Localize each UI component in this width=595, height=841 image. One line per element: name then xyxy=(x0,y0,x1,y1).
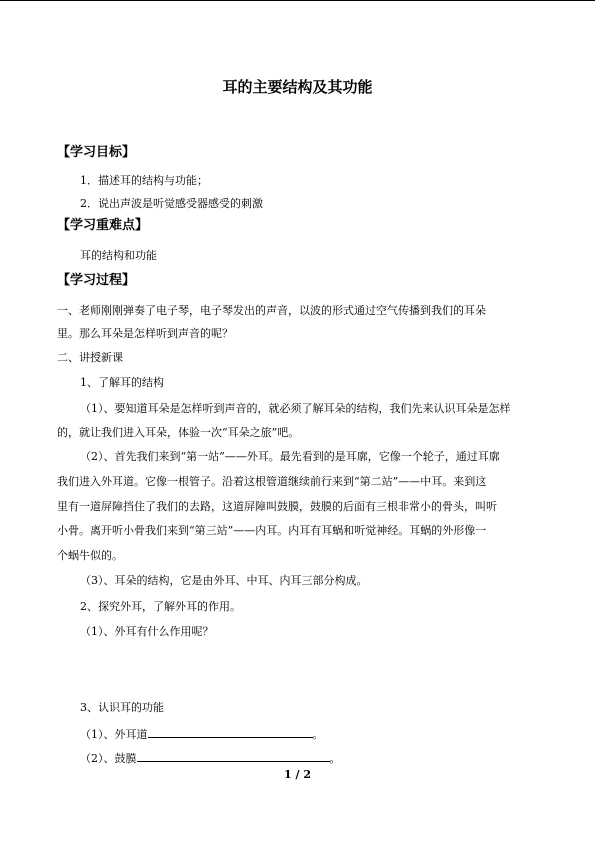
key-points-text: 耳的结构和功能 xyxy=(80,249,157,262)
structure-subheading: 1、了解耳的结构 xyxy=(80,376,164,389)
top-rule xyxy=(0,0,595,1)
intro-paragraph-line-1: 一、老师刚刚弹奏了电子琴，电子琴发出的声音，以波的形式通过空气传播到我们的耳朵 xyxy=(57,304,486,317)
structure-para-1-line-2: 的，就让我们进入耳朵，体验一次“耳朵之旅”吧。 xyxy=(57,426,300,439)
page-title: 耳的主要结构及其功能 xyxy=(222,78,373,96)
structure-para-2-line-2: 我们进入外耳道。它像一根管子。沿着这根管道继续前行来到“第二站”——中耳。来到这 xyxy=(57,475,487,488)
key-points-heading: 【学习重难点】 xyxy=(57,218,149,233)
eardrum-answer-blank[interactable] xyxy=(137,751,330,762)
function-subheading: 3、认识耳的功能 xyxy=(80,701,164,714)
structure-para-2-line-4: 小骨。离开听小骨我们来到“第三站”——内耳。内耳有耳蜗和听觉神经。耳蜗的外形像一 xyxy=(57,524,487,537)
eardrum-end: 。 xyxy=(329,752,341,765)
structure-para-2-line-3: 里有一道屏障挡住了我们的去路，这道屏障叫鼓膜，鼓膜的后面有三根非常小的骨头，叫听 xyxy=(57,500,497,513)
structure-para-1-line-1: （1）、要知道耳朵是怎样听到声音的，就必须了解耳朵的结构，我们先来认识耳朵是怎样 xyxy=(80,402,511,415)
objective-item-1: 1．描述耳的结构与功能； xyxy=(80,174,208,187)
page-number: 1 / 2 xyxy=(284,768,311,781)
structure-para-2-line-5: 个蜗牛似的。 xyxy=(57,549,123,562)
structure-para-2-line-1: （2）、首先我们来到“第一站”——外耳。最先看到的是耳廓，它像一个轮子，通过耳廓 xyxy=(80,450,500,463)
structure-para-3: （3）、耳朵的结构，它是由外耳、中耳、内耳三部分构成。 xyxy=(80,574,368,587)
intro-paragraph-line-2: 里。那么耳朵是怎样听到声音的呢？ xyxy=(57,327,233,340)
ear-canal-end: 。 xyxy=(312,728,324,741)
objectives-heading: 【学习目标】 xyxy=(57,145,136,160)
objective-item-2: 2．说出声波是听觉感受器感受的刺激 xyxy=(80,197,263,210)
outer-ear-question: （1）、外耳有什么作用呢？ xyxy=(80,625,214,638)
ear-canal-answer-blank[interactable] xyxy=(148,727,313,738)
outer-ear-subheading: 2、探究外耳，了解外耳的作用。 xyxy=(80,600,241,613)
fill-line-ear-canal xyxy=(80,727,324,740)
new-lesson-heading: 二、讲授新课 xyxy=(57,351,123,364)
eardrum-label: （2）、鼓膜 xyxy=(80,752,137,765)
ear-canal-label: （1）、外耳道 xyxy=(80,728,148,741)
process-heading: 【学习过程】 xyxy=(57,273,136,288)
fill-line-eardrum xyxy=(80,751,341,764)
